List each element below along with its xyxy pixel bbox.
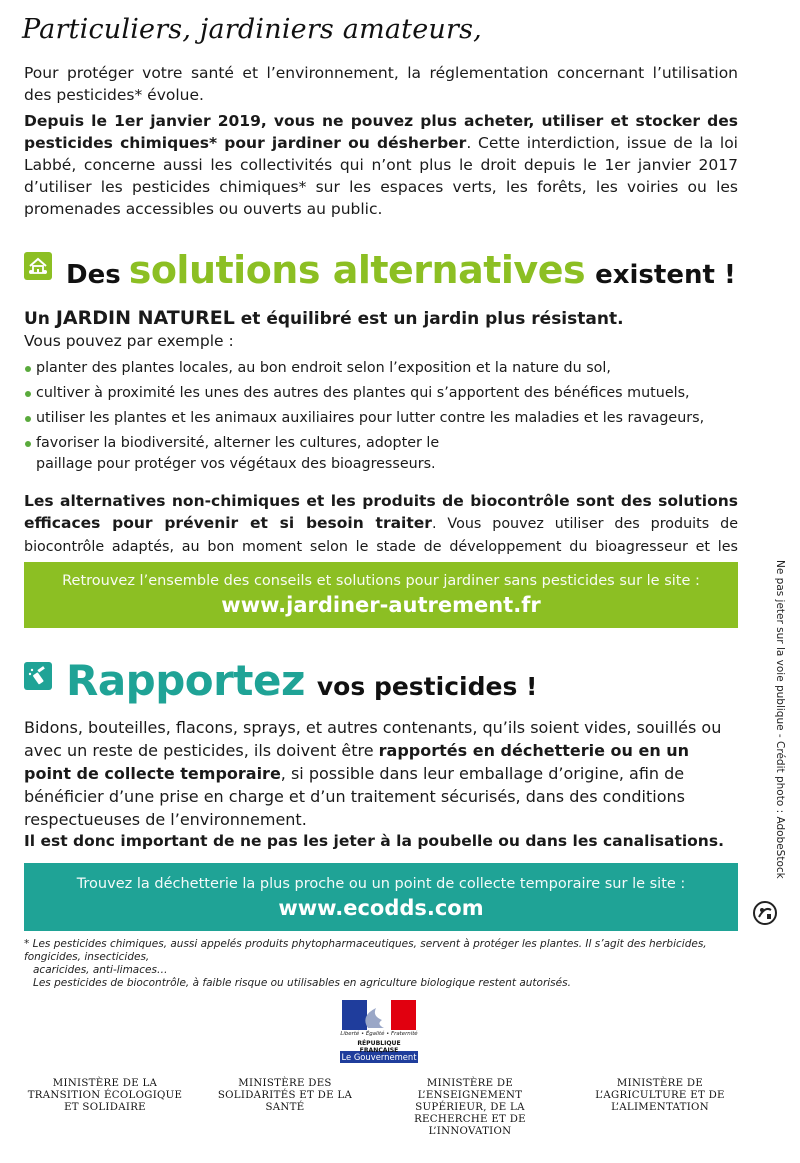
footnote-line: Les pesticides de biocontrôle, à faible risque ou utilisables en agriculture biologique restent autorisés. xyxy=(33,977,571,989)
ministry-enseignement: MINISTÈRE DE L’ENSEIGNEMENT SUPÉRIEUR, DE LA RECHERCHE ET DE L’INNOVATION xyxy=(414,1078,526,1137)
intro-regulation-paragraph xyxy=(24,110,738,220)
section-alternatives-heading xyxy=(66,248,736,292)
list-item: utiliser les plantes et les animaux auxiliaires pour lutter contre les maladies et les ravageurs, xyxy=(24,408,738,429)
banner-text: Retrouvez l’ensemble des conseils et solutions pour jardiner sans pesticides sur le site : xyxy=(62,573,700,589)
page-title: Particuliers, jardiniers amateurs, xyxy=(22,14,482,45)
heading-highlight: Rapportez xyxy=(66,656,305,705)
republique-francaise-logo xyxy=(338,998,420,1064)
disposal-text-a: Bidons, bouteilles, flacons, sprays, et autres contenants, qu’ils soient vides, souillés ou avec un reste de pesticides, ils doivent être xyxy=(24,718,722,760)
jardiner-autrement-link[interactable]: www.jardiner-autrement.fr xyxy=(221,593,541,617)
section-rapportez-heading xyxy=(66,656,537,705)
biocontrol-text: . Vous pouvez utiliser des produits de biocontrôle adaptés, au bon moment selon le stade de développement du bioagresseur et les xyxy=(24,516,738,555)
natural-garden-subheading xyxy=(24,307,624,329)
ministry-sante: MINISTÈRE DES SOLIDARITÉS ET DE LA SANTÉ xyxy=(217,1078,353,1113)
jardiner-autrement-banner xyxy=(24,562,738,628)
footnote-line: * Les pesticides chimiques, aussi appelés produits phytopharmaceutiques, servent à protéger les plantes. Il s’agit des herbicides, fongicides, insecticides, xyxy=(24,938,707,963)
spray-icon xyxy=(24,662,52,690)
ecodds-link[interactable]: www.ecodds.com xyxy=(278,896,484,920)
list-item: planter des plantes locales, au bon endroit selon l’exposition et la nature du sol, xyxy=(24,358,738,379)
side-credit-note: Ne pas jeter sur la voie publique - Crédit photo : AdobeStock xyxy=(774,560,786,879)
sub-highlight: JARDIN NATUREL xyxy=(55,307,235,329)
heading-prefix: Des xyxy=(66,260,121,290)
logo-government: Le Gouvernement xyxy=(341,1052,417,1062)
garden-house-icon xyxy=(24,252,52,280)
banner-text: Trouvez la déchetterie la plus proche ou un point de collecte temporaire sur le site : xyxy=(76,876,686,892)
disposal-bold-text: rapportés en déchetterie ou en un point de collecte temporaire xyxy=(24,741,690,783)
disposal-text-b: , si possible dans leur emballage d’origine, afin de bénéficier d’une prise en charge et d’un traitement sécurisés, dans des conditions respectueuses de l’environnement. xyxy=(24,764,685,829)
heading-suffix: existent ! xyxy=(595,260,736,290)
important-warning: Il est donc important de ne pas les jeter à la poubelle ou dans les canalisations. xyxy=(24,832,724,850)
lead-text: Vous pouvez par exemple : xyxy=(24,332,234,350)
logo-motto: Liberté • Égalité • Fraternité xyxy=(340,1031,418,1037)
regulation-bold-text: Depuis le 1er janvier 2019, vous ne pouvez plus acheter, utiliser et stocker des pesticides chimiques* pour jardiner ou désherber xyxy=(24,112,738,152)
footnote-line: acaricides, anti-limaces… xyxy=(33,964,168,976)
list-item: cultiver à proximité les unes des autres des plantes qui s’apportent des bénéfices mutuels, xyxy=(24,383,738,404)
disposal-paragraph xyxy=(24,716,730,831)
ministry-agriculture: MINISTÈRE DE L’AGRICULTURE ET DE L’ALIMENTATION xyxy=(595,1078,725,1113)
biocontrol-bold-text: Les alternatives non-chimiques et les produits de biocontrôle sont des solutions efficaces pour prévenir et si besoin traiter xyxy=(24,492,738,532)
regulation-text: . Cette interdiction, issue de la loi Labbé, concerne aussi les collectivités qui n’ont plus le droit depuis le 1er janvier 2017 d’utiliser les pesticides chimiques* sur les espaces verts, les forêts, les voiries ou les promenades accessibles ou ouverts au public. xyxy=(24,134,738,218)
heading-highlight: solutions alternatives xyxy=(128,248,586,292)
sub-suffix: et équilibré est un jardin plus résistant. xyxy=(240,309,624,329)
ministry-ecologie: MINISTÈRE DE LA TRANSITION ÉCOLOGIQUE ET SOLIDAIRE xyxy=(27,1078,183,1113)
list-item: favoriser la biodiversité, alterner les cultures, adopter le paillage pour protéger vos végétaux des bioagresseurs. xyxy=(24,433,486,475)
no-littering-icon xyxy=(752,900,778,926)
footnote xyxy=(24,938,738,990)
logo-republic: RÉPUBLIQUE FRANÇAISE xyxy=(357,1040,401,1054)
tips-list xyxy=(24,358,738,479)
intro-paragraph: Pour protéger votre santé et l’environnement, la réglementation concernant l’utilisation des pesticides* évolue. xyxy=(24,64,738,104)
sub-prefix: Un xyxy=(24,309,50,329)
heading-suffix: vos pesticides ! xyxy=(316,672,538,701)
ecodds-banner xyxy=(24,863,738,931)
